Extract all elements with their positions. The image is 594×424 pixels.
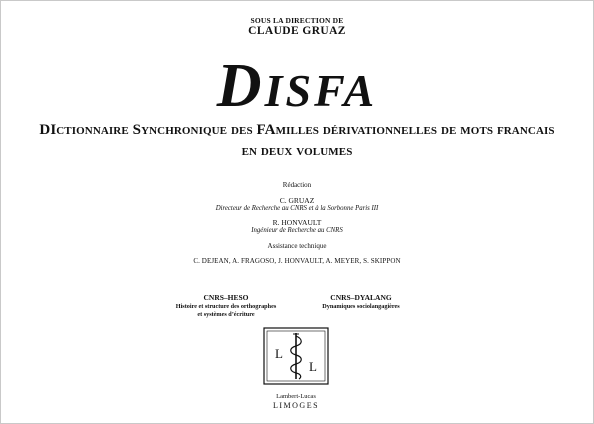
author-role: Directeur de Recherche au CNRS et à la Sorbonne Paris III <box>215 205 379 212</box>
publisher-logo-icon <box>263 327 329 385</box>
author-name: C. GRUAZ <box>279 196 315 205</box>
editor-name: CLAUDE GRUAZ <box>248 25 346 37</box>
publisher-name: Lambert-Lucas <box>276 393 316 400</box>
subtitle-line-2: en deux volumes <box>241 143 353 160</box>
lab-description: Histoire et structure des orthographes <box>175 303 277 310</box>
direction-label: SOUS LA DIRECTION DE <box>250 16 344 25</box>
logo-letter-right: L <box>309 359 317 374</box>
assistance-names: C. DEJEAN, A. FRAGOSO, J. HONVAULT, A. MEYER, S. SKIPPON <box>193 257 401 265</box>
lab-description: Dynamiques sociolangagières <box>322 303 400 310</box>
book-title-rest: ISFA <box>264 65 378 116</box>
lab-dyalang <box>301 293 421 310</box>
book-subtitle <box>1 122 593 161</box>
logo-letter-left: L <box>275 346 283 361</box>
lab-heso <box>166 293 286 319</box>
lab-description: et systèmes d’écriture <box>197 311 255 319</box>
publisher <box>241 393 351 410</box>
lab-name: CNRS–DYALANG <box>330 293 392 302</box>
book-title <box>1 52 593 120</box>
subtitle-line-1: DIctionnaire Synchronique des FAmilles dérivationnelles de mots francais <box>39 122 555 138</box>
assistance-label: Assistance technique <box>267 242 327 250</box>
redaction-label: Rédaction <box>282 181 312 189</box>
lab-name: CNRS–HESO <box>203 293 249 302</box>
author-name: R. HONVAULT <box>272 218 322 227</box>
publisher-city: LIMOGES <box>272 401 320 410</box>
author-role: Ingénieur de Recherche au CNRS <box>251 227 343 234</box>
book-title-initial: D <box>216 52 265 120</box>
